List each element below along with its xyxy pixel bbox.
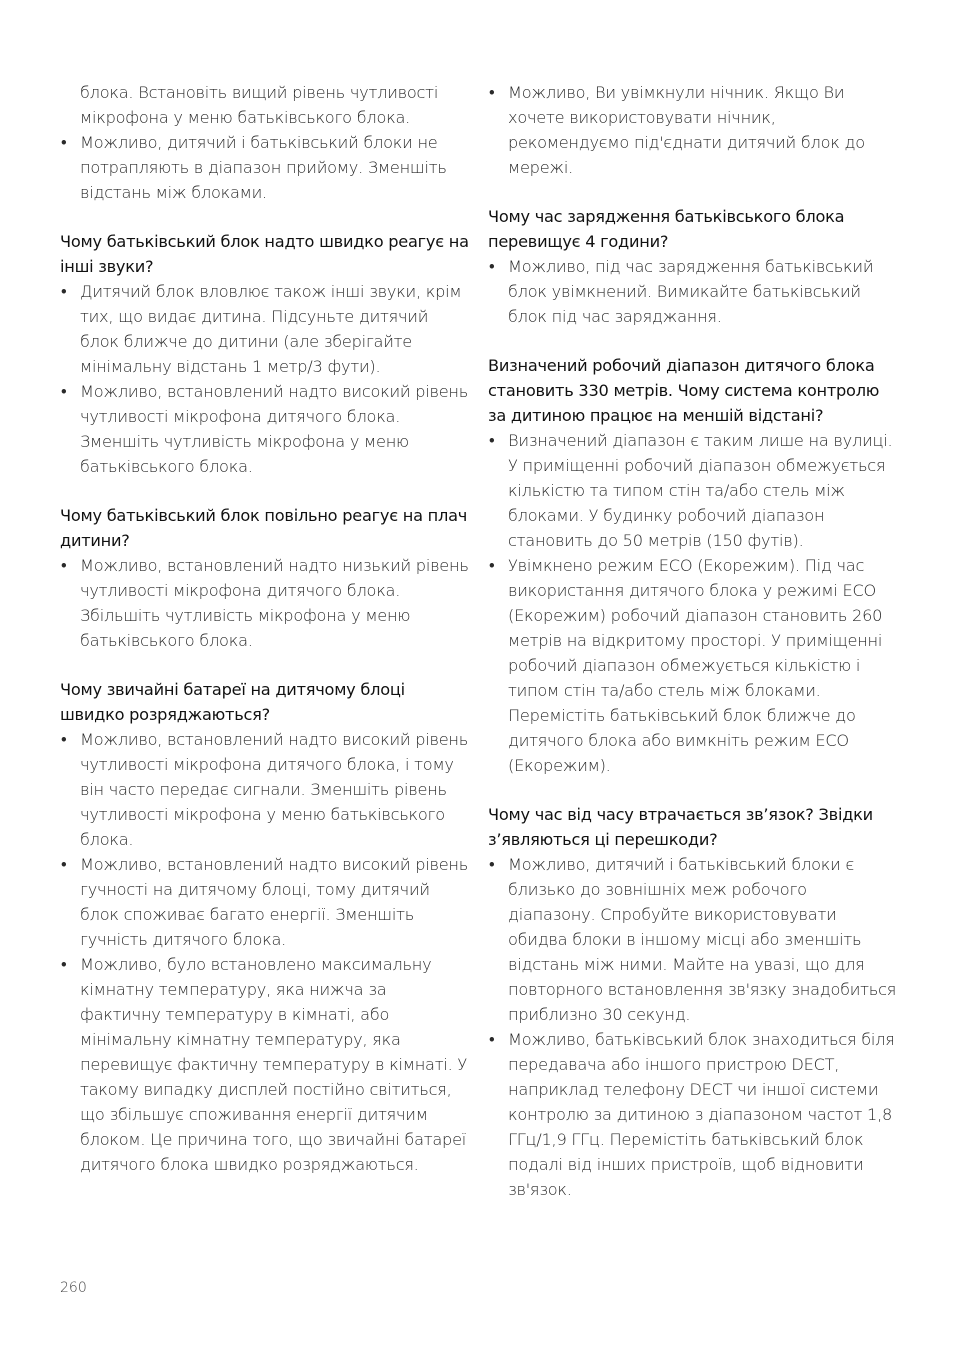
list-item: • Дитячий блок вловлює також інші звуки, крім тих, що видає дитина. Підсуньте дитячий блок ближче до дитини (але зберігайте мінімальну відстань 1 метр/3 фути). bbox=[60, 279, 470, 379]
list-item: • Можливо, було встановлено максимальну кімнатну температуру, яка нижча за фактичну температуру в кімнаті, або мінімальну кімнатну температуру, яка перевищує фактичну температуру в кімнаті. У такому випадку дисплей постійно світиться, що збільшує споживання енергії дитячим блоком. Це причина того, що звичайні батареї дитячого блока швидко розряджаються. bbox=[60, 952, 470, 1177]
section-heading: Чому батьківський блок надто швидко реагує на інші звуки? bbox=[60, 232, 469, 276]
continuation-text: блока. Встановіть вищий рівень чутливості мікрофона у меню батьківського блока. bbox=[80, 83, 439, 127]
faq-section bbox=[60, 677, 470, 1177]
list-item: • Можливо, дитячий і батьківський блоки не потрапляють в діапазон прийому. Зменшіть відстань між блоками. bbox=[60, 130, 470, 205]
faq-section bbox=[488, 204, 898, 329]
list-item: • Можливо, встановлений надто високий рівень гучності на дитячому блоці, тому дитячий блок споживає багато енергії. Зменшіть гучність дитячого блока. bbox=[60, 852, 470, 952]
bullet-list bbox=[60, 279, 470, 479]
section-heading: Чому звичайні батареї на дитячому блоці швидко розряджаються? bbox=[60, 680, 405, 724]
section-heading: Чому час зарядження батьківського блока перевищує 4 години? bbox=[488, 207, 845, 251]
section-heading: Чому батьківський блок повільно реагує на плач дитини? bbox=[60, 506, 468, 550]
section-heading: Чому час від часу втрачається зв’язок? Звідки з’являються ці перешкоди? bbox=[488, 805, 873, 849]
list-item: • Можливо, дитячий і батьківський блоки є близько до зовнішніх меж робочого діапазону. Спробуйте використовувати обидва блоки в іншому місці або зменшіть відстань між ними. Майте на увазі, що для повторного встановлення зв'язку знадобиться приблизно 30 секунд. bbox=[488, 852, 898, 1027]
continuation-bullet-list bbox=[60, 130, 470, 205]
bullet-list bbox=[60, 727, 470, 1177]
right-column bbox=[488, 80, 898, 1226]
left-column bbox=[60, 80, 470, 1201]
continuation-bullet-list bbox=[488, 80, 898, 180]
list-item: • Увімкнено режим ECO (Екорежим). Під час використання дитячого блока у режимі ECO (Екорежим) робочий діапазон становить 260 метрів на відкритому просторі. У приміщенні робочий діапазон обмежується кількістю і типом стін та/або стель між блоками. Перемістіть батьківський блок ближче до дитячого блока або вимкніть режим ECO (Екорежим). bbox=[488, 553, 898, 778]
bullet-list bbox=[488, 428, 898, 778]
bullet-list bbox=[488, 254, 898, 329]
list-item: • Визначений діапазон є таким лише на вулиці. У приміщенні робочий діапазон обмежується кількістю та типом стін та/або стель між блоками. У будинку робочий діапазон становить до 50 метрів (150 футів). bbox=[488, 428, 898, 553]
section-heading: Визначений робочий діапазон дитячого блока становить 330 метрів. Чому система контролю за дитиною працює на меншій відстані? bbox=[488, 356, 880, 425]
faq-section bbox=[488, 802, 898, 1202]
bullet-list bbox=[60, 553, 470, 653]
list-item: • Можливо, встановлений надто високий рівень чутливості мікрофона дитячого блока, і тому він часто передає сигнали. Зменшіть рівень чутливості мікрофона у меню батьківського блока. bbox=[60, 727, 470, 852]
list-item: • Можливо, Ви увімкнули нічник. Якщо Ви хочете використовувати нічник, рекомендуємо під'єднати дитячий блок до мережі. bbox=[488, 80, 898, 180]
list-item: • Можливо, під час зарядження батьківський блок увімкнений. Вимикайте батьківський блок під час заряджання. bbox=[488, 254, 898, 329]
faq-section bbox=[60, 503, 470, 653]
faq-section bbox=[60, 229, 470, 479]
page-number: 260 bbox=[60, 1280, 87, 1296]
faq-section bbox=[488, 353, 898, 778]
bullet-list bbox=[488, 852, 898, 1202]
list-item: • Можливо, батьківський блок знаходиться біля передавача або іншого пристрою DECT, наприклад телефону DECT чи іншої системи контролю за дитиною з діапазоном частот 1,8 ГГц/1,9 ГГц. Перемістіть батьківський блок подалі від інших пристроїв, щоб відновити зв'язок. bbox=[488, 1027, 898, 1202]
list-item: • Можливо, встановлений надто високий рівень чутливості мікрофона дитячого блока. Зменшіть чутливість мікрофона у меню батьківського блока. bbox=[60, 379, 470, 479]
list-item: • Можливо, встановлений надто низький рівень чутливості мікрофона дитячого блока. Збільшіть чутливість мікрофона у меню батьківського блока. bbox=[60, 553, 470, 653]
